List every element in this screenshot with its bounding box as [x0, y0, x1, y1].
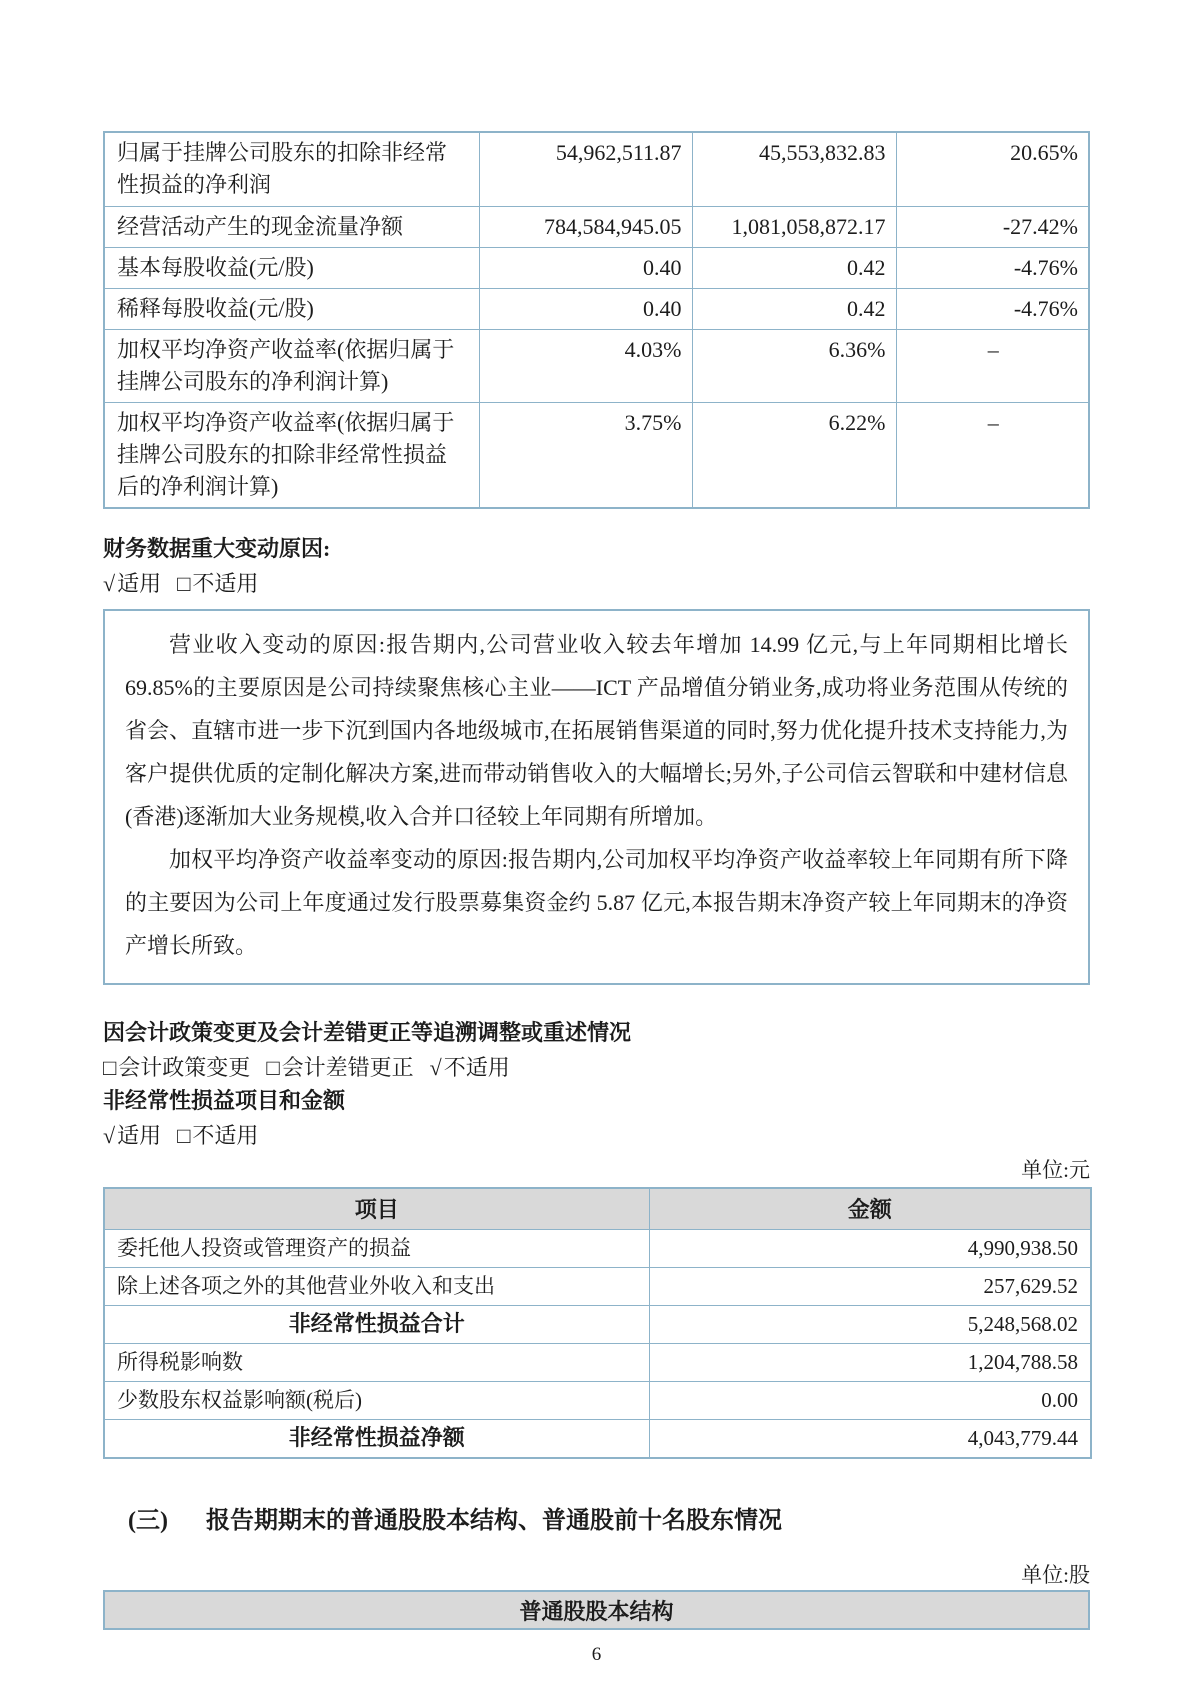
- item-label: 少数股东权益影响额(税后): [104, 1381, 649, 1419]
- check-icon: √: [103, 1122, 116, 1148]
- common-share-structure-header: 普通股股本结构: [103, 1590, 1090, 1630]
- subtotal-amount: 5,248,568.02: [649, 1305, 1091, 1343]
- column-header-amount: 金额: [649, 1188, 1091, 1230]
- value-prior: 0.42: [692, 247, 896, 288]
- checkbox-icon: □: [177, 570, 191, 596]
- check-icon: √: [103, 570, 116, 596]
- section-number: (三): [128, 1507, 168, 1534]
- table-row: [104, 132, 1089, 206]
- value-change: -27.42%: [896, 206, 1089, 247]
- check-icon: √: [429, 1054, 442, 1080]
- value-current: 0.40: [479, 288, 692, 329]
- section-heading-financial-change: 财务数据重大变动原因:: [103, 535, 331, 561]
- total-label: 非经常性损益净额: [104, 1419, 649, 1458]
- total-row: [104, 1419, 1091, 1458]
- subtotal-row: [104, 1305, 1091, 1343]
- option-not-applicable: [430, 1052, 510, 1083]
- total-amount: 4,043,779.44: [649, 1419, 1091, 1458]
- option-policy-change: [103, 1052, 250, 1083]
- value-current: 3.75%: [479, 402, 692, 508]
- option-not-applicable: [177, 568, 258, 599]
- option-label: 不适用: [443, 1054, 510, 1080]
- row-label: 加权平均净资产收益率(依据归属于挂牌公司股东的扣除非经常性损益后的净利润计算): [104, 402, 479, 508]
- value-current: 4.03%: [479, 329, 692, 402]
- row-label: 归属于挂牌公司股东的扣除非经常性损益的净利润: [104, 132, 479, 206]
- unit-label-yuan: 单位:元: [1021, 1157, 1090, 1182]
- item-label: 所得税影响数: [104, 1343, 649, 1381]
- item-amount: 4,990,938.50: [649, 1229, 1091, 1267]
- option-label: 适用: [117, 570, 162, 596]
- table-row: [104, 402, 1089, 508]
- value-change: 20.65%: [896, 132, 1089, 206]
- paragraph-roe-change: 加权平均净资产收益率变动的原因:报告期内,公司加权平均净资产收益率较上年同期有所下降的主要因为公司上年度通过发行股票募集资金约 5.87 亿元,本报告期末净资产较上年同期末的净资产增长所致。: [125, 846, 1068, 958]
- option-label: 会计差错更正: [281, 1054, 414, 1080]
- table-row: [104, 1381, 1091, 1419]
- key-financials-table: [103, 131, 1090, 509]
- option-not-applicable: [177, 1120, 258, 1151]
- value-prior: 1,081,058,872.17: [692, 206, 896, 247]
- value-current: 54,962,511.87: [479, 132, 692, 206]
- row-label: 基本每股收益(元/股): [104, 247, 479, 288]
- table-row: [104, 1343, 1091, 1381]
- section-title: 报告期期末的普通股股本结构、普通股前十名股东情况: [205, 1507, 782, 1534]
- item-label: 除上述各项之外的其他营业外收入和支出: [104, 1267, 649, 1305]
- applicability-line: [103, 568, 1090, 599]
- table-row: [104, 288, 1089, 329]
- column-header-item: 项目: [104, 1188, 649, 1230]
- unit-label-shares: 单位:股: [1021, 1562, 1090, 1587]
- table-row: [104, 247, 1089, 288]
- option-error-correction: [266, 1052, 413, 1083]
- table-row: [104, 1229, 1091, 1267]
- checkbox-icon: □: [177, 1122, 191, 1148]
- row-label: 稀释每股收益(元/股): [104, 288, 479, 329]
- value-current: 784,584,945.05: [479, 206, 692, 247]
- option-label: 会计政策变更: [118, 1054, 251, 1080]
- value-current: 0.40: [479, 247, 692, 288]
- section-heading-share-structure: [103, 1505, 1090, 1538]
- row-label: 经营活动产生的现金流量净额: [104, 206, 479, 247]
- option-applicable: [103, 568, 161, 599]
- option-applicable: [103, 1120, 161, 1151]
- subtotal-label: 非经常性损益合计: [104, 1305, 649, 1343]
- value-prior: 0.42: [692, 288, 896, 329]
- table-header-row: [104, 1188, 1091, 1230]
- option-label: 适用: [117, 1122, 162, 1148]
- checkbox-icon: □: [103, 1054, 117, 1080]
- value-change: –: [896, 329, 1089, 402]
- value-prior: 45,553,832.83: [692, 132, 896, 206]
- option-label: 不适用: [192, 1122, 259, 1148]
- item-label: 委托他人投资或管理资产的损益: [104, 1229, 649, 1267]
- value-prior: 6.36%: [692, 329, 896, 402]
- table-row: [104, 329, 1089, 402]
- row-label: 加权平均净资产收益率(依据归属于挂牌公司股东的净利润计算): [104, 329, 479, 402]
- page-number: 6: [591, 1643, 602, 1665]
- nonrecurring-items-table: [103, 1187, 1092, 1459]
- applicability-line: [103, 1120, 1090, 1151]
- item-amount: 1,204,788.58: [649, 1343, 1091, 1381]
- restatement-options-line: [103, 1052, 1090, 1083]
- table-row: [104, 1267, 1091, 1305]
- checkbox-icon: □: [266, 1054, 280, 1080]
- section-heading-restatement: 因会计政策变更及会计差错更正等追溯调整或重述情况: [103, 1019, 632, 1045]
- value-change: -4.76%: [896, 247, 1089, 288]
- item-amount: 257,629.52: [649, 1267, 1091, 1305]
- value-change: –: [896, 402, 1089, 508]
- option-label: 不适用: [192, 570, 259, 596]
- section-heading-nonrecurring: 非经常性损益项目和金额: [103, 1087, 346, 1113]
- value-prior: 6.22%: [692, 402, 896, 508]
- paragraph-revenue-change: 营业收入变动的原因:报告期内,公司营业收入较去年增加 14.99 亿元,与上年同期相比增长 69.85%的主要原因是公司持续聚焦核心主业——ICT 产品增值分销业务,成功将业务范围从传统的省会、直辖市进一步下沉到国内各地级城市,在拓展销售渠道的同时,努力优化提升技术支持能力,为客户提供优质的定制化解决方案,进而带动销售收入的大幅增长;另外,子公司信云智联和中建材信息(香港)逐渐加大业务规模,收入合并口径较上年同期有所增加。: [125, 631, 1068, 829]
- value-change: -4.76%: [896, 288, 1089, 329]
- item-amount: 0.00: [649, 1381, 1091, 1419]
- explanation-box: [103, 609, 1090, 985]
- table-row: [104, 206, 1089, 247]
